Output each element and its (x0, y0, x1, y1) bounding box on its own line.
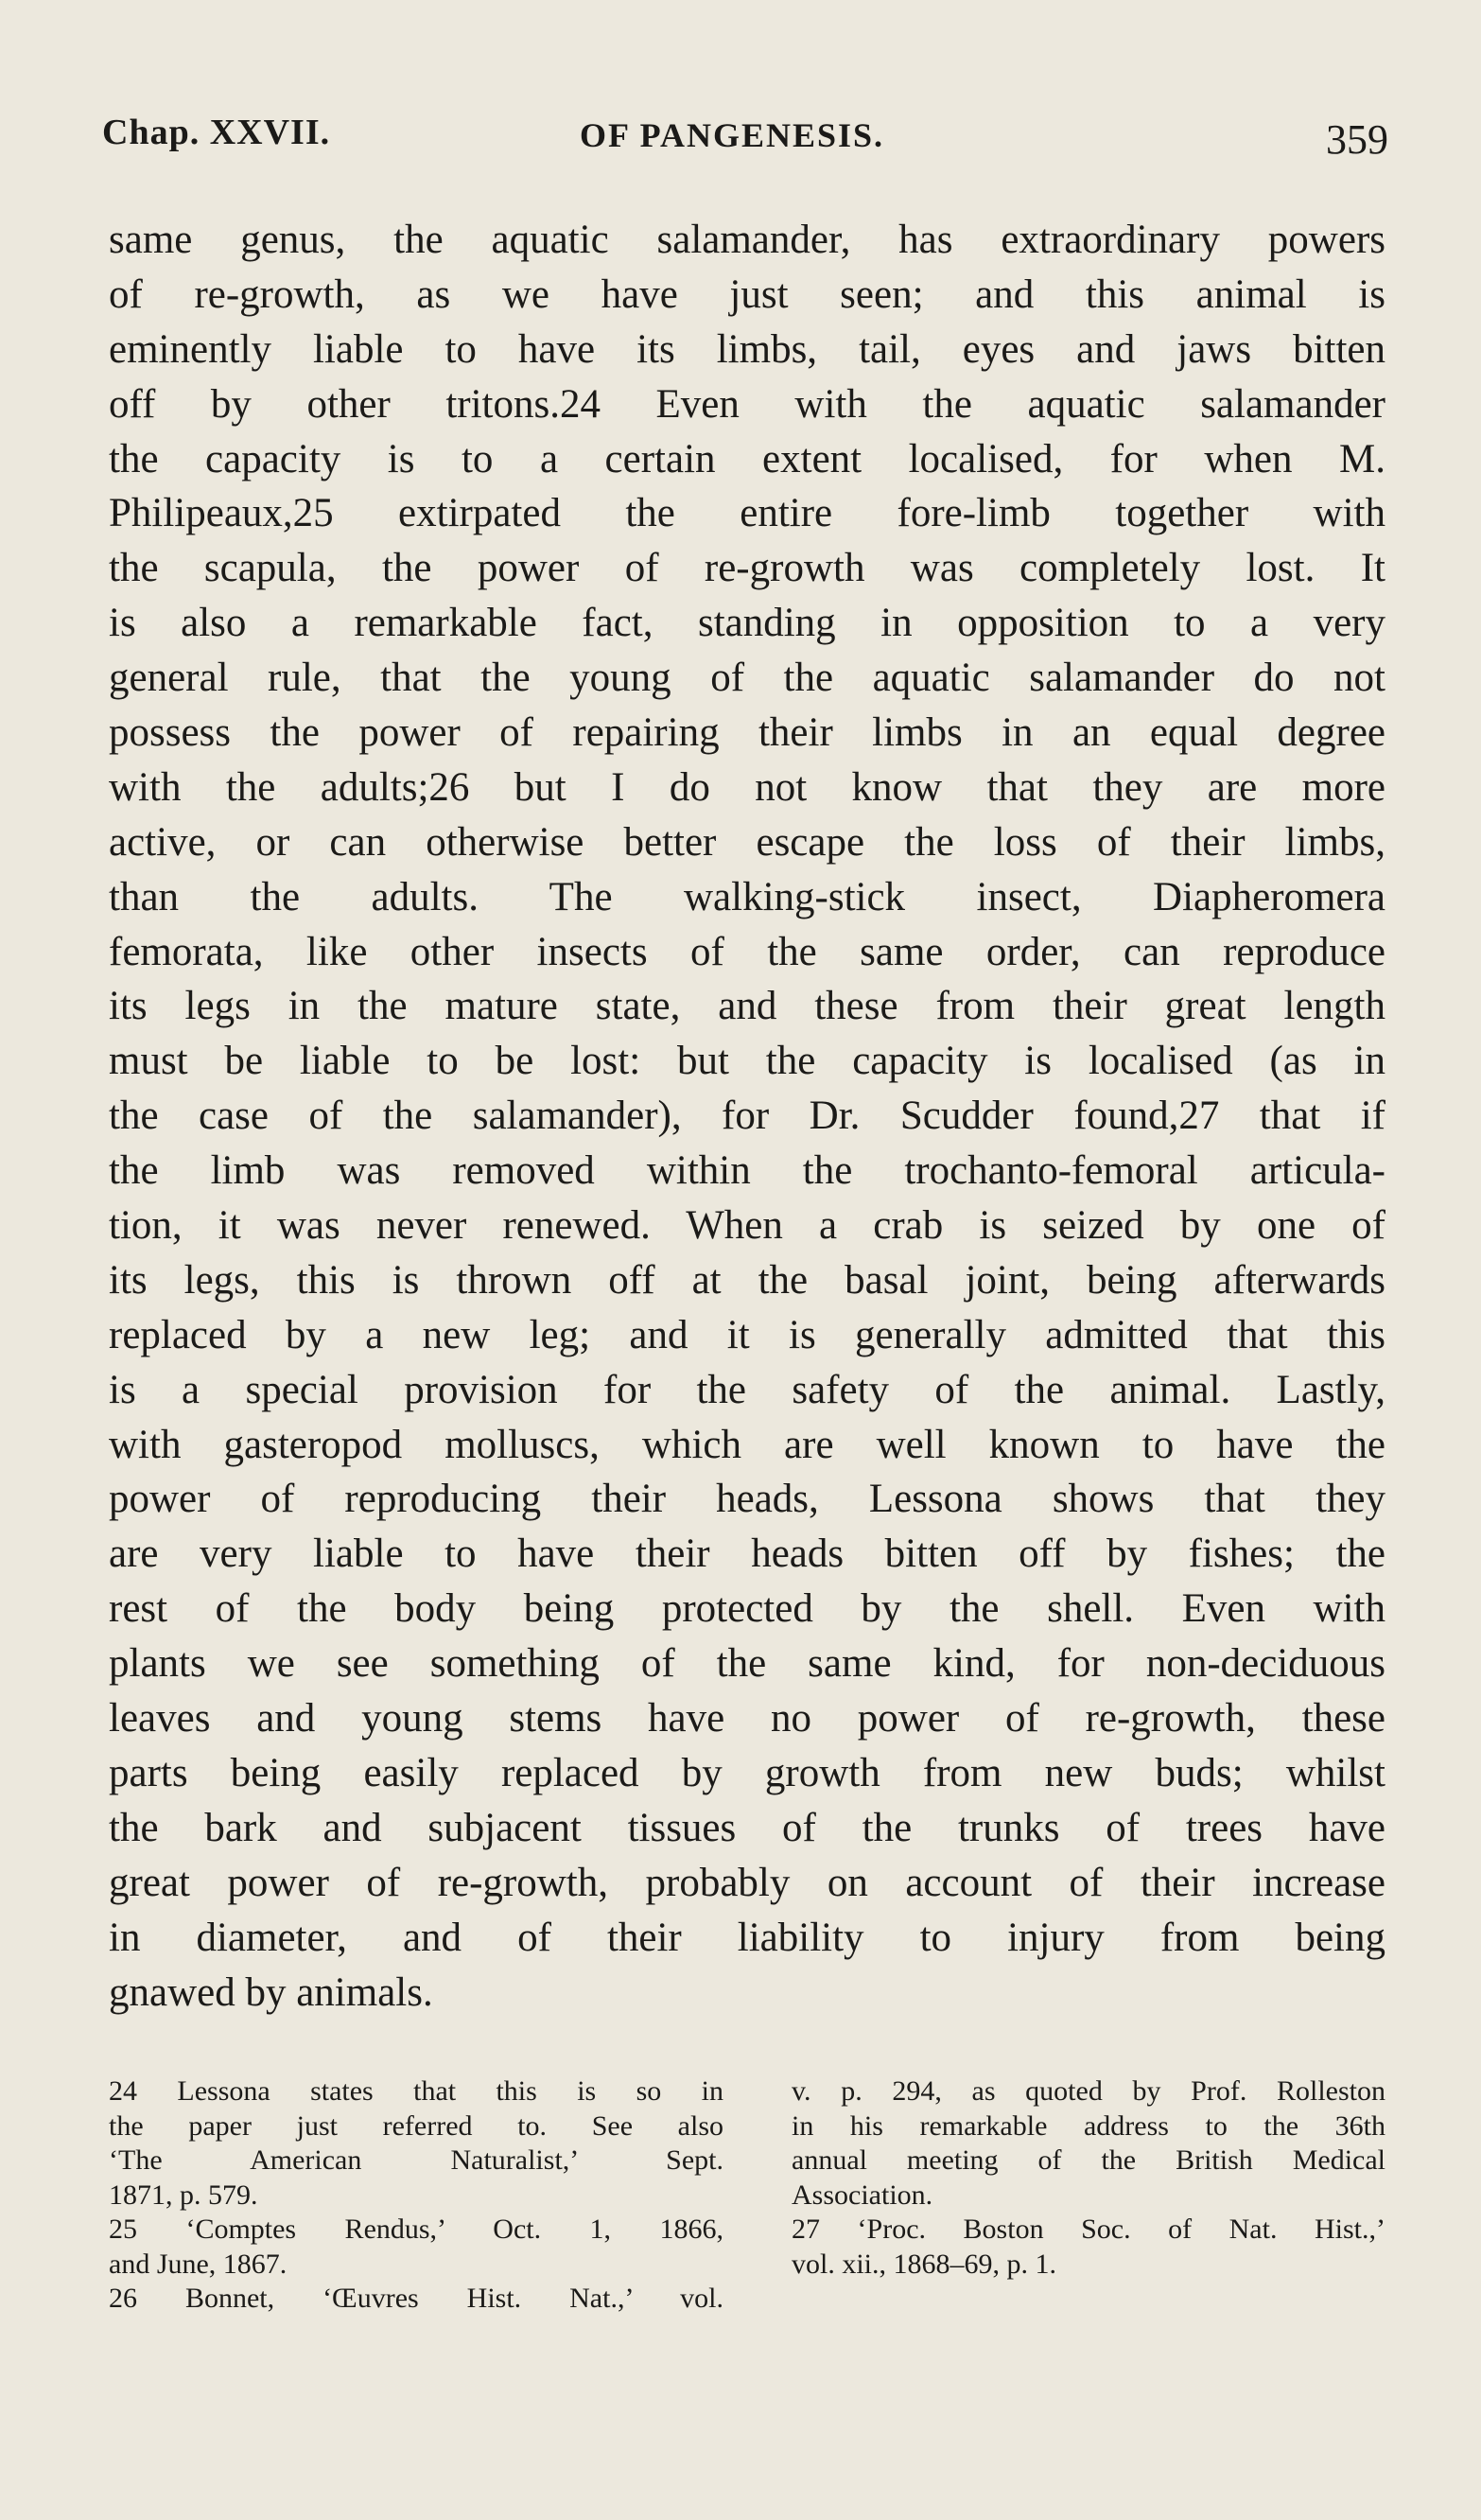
text-line: power of reproducing their heads, Lessona shows that they (109, 1477, 1385, 1522)
footnote-line: v. p. 294, as quoted by Prof. Rolleston (792, 2075, 1385, 2107)
text-line: gnawed by animals. (109, 1969, 433, 2015)
text-line: general rule, that the young of the aquatic salamander do not (109, 656, 1385, 701)
text-line: its legs, this is thrown off at the basal joint, being afterwards (109, 1257, 1385, 1303)
running-header (102, 112, 1388, 168)
text-line: eminently liable to have its limbs, tail, eyes and jaws bitten (109, 326, 1385, 372)
text-line: off by other tritons.24 Even with the aquatic salamander (109, 381, 1385, 427)
text-line: than the adults. The walking-stick insect, Diapheromera (109, 874, 1385, 919)
text-line: replaced by a new leg; and it is generally admitted that this (109, 1312, 1385, 1357)
text-line: parts being easily replaced by growth from new buds; whilst (109, 1750, 1385, 1795)
text-line: possess the power of repairing their limbs in an equal degree (109, 710, 1385, 756)
text-line: great power of re-growth, probably on account of their increase (109, 1860, 1385, 1905)
body-text (109, 213, 1385, 2020)
text-line: same genus, the aquatic salamander, has extraordinary powers (109, 218, 1385, 262)
footnote-line: and June, 1867. (109, 2248, 287, 2280)
footnotes-right-column (792, 2074, 1385, 2282)
footnote-line: in his remarkable address to the 36th (792, 2109, 1385, 2142)
text-line: Philipeaux,25 extirpated the entire fore-limb together with (109, 491, 1385, 536)
footnote-line: 26 Bonnet, ‘Œuvres Hist. Nat.,’ vol. (109, 2283, 723, 2314)
footnote-line: vol. xii., 1868–69, p. 1. (792, 2248, 1057, 2280)
text-line: leaves and young stems have no power of re-growth, these (109, 1696, 1385, 1741)
footnote-line: 25 ‘Comptes Rendus,’ Oct. 1, 1866, (109, 2214, 723, 2245)
footnote-line: the paper just referred to. See also (109, 2109, 723, 2142)
text-line: tion, it was never renewed. When a crab is seized by one of (109, 1203, 1385, 1249)
text-line: with the adults;26 but I do not know that they are more (109, 764, 1385, 810)
text-line: with gasteropod molluscs, which are well known to have the (109, 1422, 1385, 1467)
text-line: in diameter, and of their liability to injury from being (109, 1915, 1385, 1960)
text-line: the capacity is to a certain extent localised, for when M. (109, 436, 1385, 481)
chapter-label: Chap. XXVII. (102, 113, 331, 152)
running-title: OF PANGENESIS. (580, 116, 885, 154)
text-line: is also a remarkable fact, standing in opposition to a very (109, 601, 1385, 646)
text-line: the scapula, the power of re-growth was completely lost. It (109, 546, 1385, 591)
text-line: of re-growth, as we have just seen; and this animal is (109, 271, 1385, 317)
text-line: is a special provision for the safety of the animal. Lastly, (109, 1367, 1385, 1412)
text-line: femorata, like other insects of the same order, can reproduce (109, 929, 1385, 974)
footnote-line: ‘The American Naturalist,’ Sept. (109, 2144, 723, 2176)
footnote-line: 1871, p. 579. (109, 2179, 258, 2211)
text-line: are very liable to have their heads bitten off by fishes; the (109, 1531, 1385, 1577)
text-line: active, or can otherwise better escape the loss of their limbs, (109, 819, 1385, 865)
footnote-line: 24 Lessona states that this is so in (109, 2075, 723, 2107)
footnotes-left-column (109, 2074, 723, 2317)
text-line: its legs in the mature state, and these from their great length (109, 984, 1385, 1029)
page-number: 359 (1326, 116, 1388, 163)
text-line: the limb was removed within the trochanto-femoral articula- (109, 1148, 1385, 1194)
text-line: the case of the salamander), for Dr. Scudder found,27 that if (109, 1094, 1385, 1139)
text-line: must be liable to be lost: but the capacity is localised (as in (109, 1039, 1385, 1084)
footnote-line: Association. (792, 2179, 933, 2211)
text-line: the bark and subjacent tissues of the trunks of trees have (109, 1805, 1385, 1850)
footnote-line: annual meeting of the British Medical (792, 2144, 1385, 2176)
text-line: rest of the body being protected by the shell. Even with (109, 1586, 1385, 1632)
footnote-line: 27 ‘Proc. Boston Soc. of Nat. Hist.,’ (792, 2214, 1385, 2245)
text-line: plants we see something of the same kind, for non-deciduous (109, 1641, 1385, 1687)
